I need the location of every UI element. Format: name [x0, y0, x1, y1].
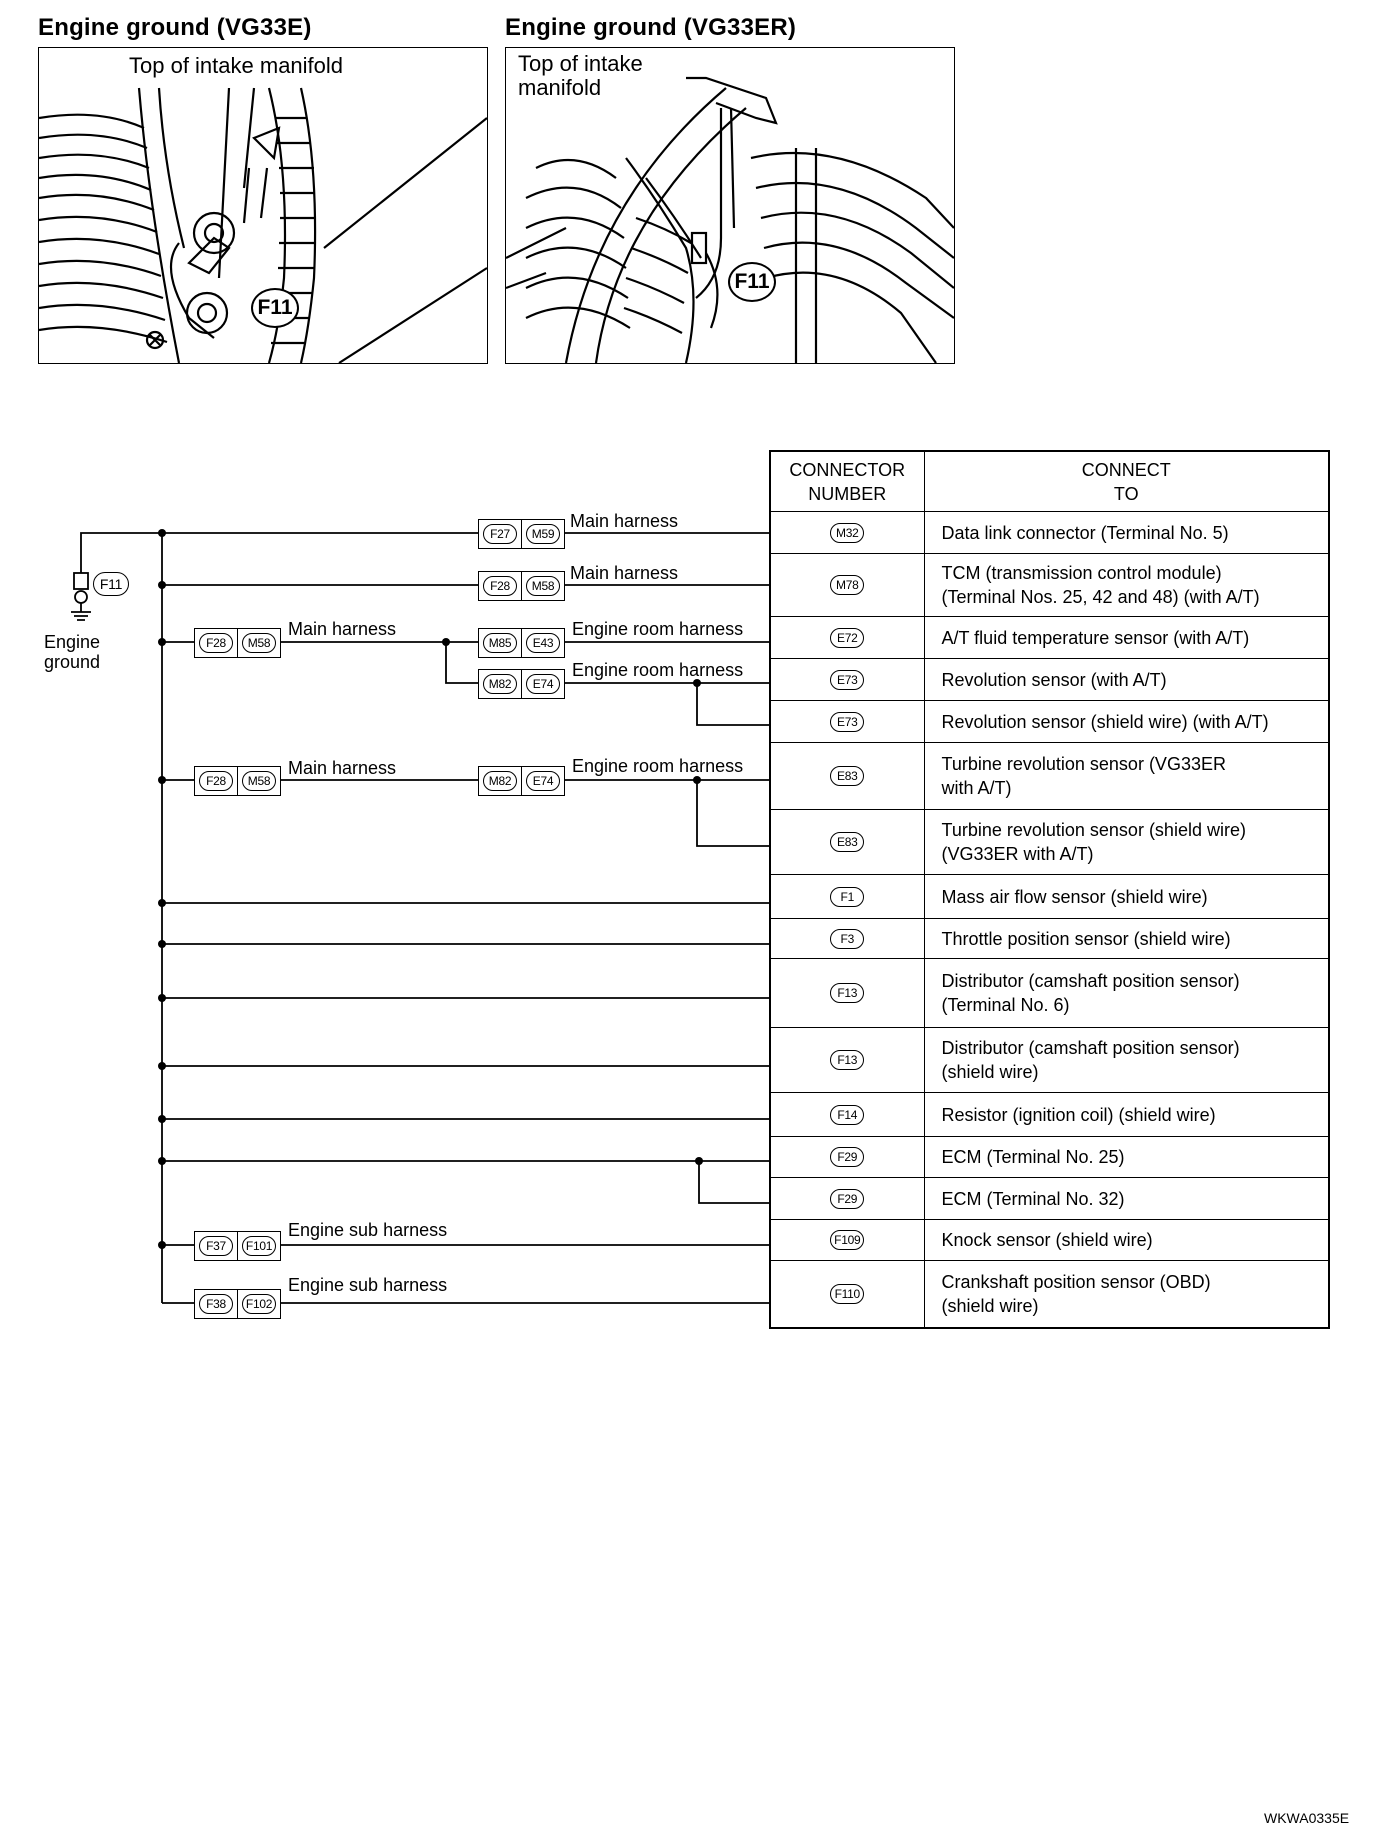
ground-symbol	[71, 573, 91, 620]
connector-pill: E72	[830, 628, 864, 648]
connector-pill: F27	[483, 524, 517, 544]
connect-to-cell: Throttle position sensor (shield wire)	[924, 919, 1329, 959]
table-row	[770, 617, 1329, 659]
inline-connector	[478, 766, 565, 796]
header-connect-to: CONNECT TO	[924, 451, 1329, 512]
inline-connector	[478, 571, 565, 601]
connector-pill: F14	[830, 1105, 864, 1125]
table-row	[770, 919, 1329, 959]
connector-table	[769, 450, 1330, 1329]
connector-pill: F110	[830, 1284, 864, 1304]
connect-to-cell: Distributor (camshaft position sensor) (shield wire)	[924, 1028, 1329, 1093]
callout-f11-vg33e: F11	[251, 288, 299, 328]
inline-connector	[478, 669, 565, 699]
connector-pill: E83	[830, 766, 864, 786]
harness-label: Main harness	[570, 563, 679, 583]
connect-to-cell: Data link connector (Terminal No. 5)	[924, 512, 1329, 554]
connector-pill: M59	[526, 524, 560, 544]
connector-pill: M85	[483, 633, 517, 653]
connect-to-cell: Resistor (ignition coil) (shield wire)	[924, 1093, 1329, 1137]
table-row	[770, 701, 1329, 743]
connector-pill: M32	[830, 523, 864, 543]
connector-pill: F38	[199, 1294, 233, 1314]
photo-title-vg33e: Engine ground (VG33E)	[38, 14, 312, 41]
connector-pill: M58	[526, 576, 560, 596]
table-row	[770, 1261, 1329, 1328]
connector-pill: F101	[242, 1236, 276, 1256]
wires	[81, 533, 769, 1303]
connector-pill: F29	[830, 1189, 864, 1209]
harness-label: Engine room harness	[572, 660, 744, 680]
connect-to-cell: Mass air flow sensor (shield wire)	[924, 875, 1329, 919]
header-connector-number: CONNECTOR NUMBER	[770, 451, 924, 512]
connect-to-cell: Revolution sensor (shield wire) (with A/T)	[924, 701, 1329, 743]
connector-pill: F13	[830, 1050, 864, 1070]
connector-pill: F13	[830, 983, 864, 1003]
inline-connector	[194, 1289, 281, 1319]
harness-label: Main harness	[288, 619, 397, 639]
connector-pill: E43	[526, 633, 560, 653]
table-row	[770, 512, 1329, 554]
callout-f11-vg33er: F11	[728, 262, 776, 302]
connect-to-cell: Distributor (camshaft position sensor) (Terminal No. 6)	[924, 959, 1329, 1028]
table-row	[770, 1220, 1329, 1261]
photo-label-vg33e: Top of intake manifold	[129, 53, 344, 78]
connector-pill: F28	[483, 576, 517, 596]
connect-to-cell: ECM (Terminal No. 25)	[924, 1137, 1329, 1178]
connect-to-cell: A/T fluid temperature sensor (with A/T)	[924, 617, 1329, 659]
connector-pill: M82	[483, 674, 517, 694]
connector-pill: E74	[526, 674, 560, 694]
connector-pill: M82	[483, 771, 517, 791]
table-row	[770, 1178, 1329, 1220]
harness-label: Engine room harness	[572, 756, 744, 776]
connector-pill: M58	[242, 633, 276, 653]
inline-connector	[194, 766, 281, 796]
connector-f11: F11	[93, 572, 129, 596]
connect-to-cell: Knock sensor (shield wire)	[924, 1220, 1329, 1261]
connector-pill: F28	[199, 633, 233, 653]
harness-label: Main harness	[570, 511, 679, 531]
ground-connector	[93, 572, 129, 596]
inline-connector	[478, 628, 565, 658]
connect-to-cell: Crankshaft position sensor (OBD) (shield wire)	[924, 1261, 1329, 1328]
connector-pill: F28	[199, 771, 233, 791]
table-row	[770, 1137, 1329, 1178]
figure-code: WKWA0335E	[1264, 1810, 1350, 1826]
table-row	[770, 1093, 1329, 1137]
photo-title-vg33er: Engine ground (VG33ER)	[505, 14, 797, 41]
inline-connector	[478, 519, 565, 549]
connector-pill: M78	[830, 575, 864, 595]
harness-label: Engine room harness	[572, 619, 744, 639]
connector-pill: E74	[526, 771, 560, 791]
harness-label: Engine sub harness	[288, 1220, 448, 1240]
ground-label: Engine ground	[44, 632, 101, 672]
table-row	[770, 659, 1329, 701]
inline-connector	[194, 628, 281, 658]
connector-pill: F1	[830, 887, 864, 907]
connect-to-cell: Turbine revolution sensor (shield wire) (VG33ER with A/T)	[924, 810, 1329, 875]
table-row	[770, 875, 1329, 919]
table-row	[770, 959, 1329, 1028]
inline-connector	[194, 1231, 281, 1261]
harness-label: Main harness	[288, 758, 397, 778]
connect-to-cell: Revolution sensor (with A/T)	[924, 659, 1329, 701]
photo-label-vg33er: Top of intake manifold	[518, 51, 643, 100]
connector-pill: E83	[830, 832, 864, 852]
table-row	[770, 810, 1329, 875]
connect-to-cell: ECM (Terminal No. 32)	[924, 1178, 1329, 1220]
connector-pill: F102	[242, 1294, 276, 1314]
connector-pill: E73	[830, 712, 864, 732]
connect-to-cell: TCM (transmission control module) (Terminal Nos. 25, 42 and 48) (with A/T)	[924, 554, 1329, 617]
table-row	[770, 1028, 1329, 1093]
connector-pill: F109	[830, 1230, 864, 1250]
table-header	[770, 451, 1329, 512]
connector-pill: F3	[830, 929, 864, 949]
connector-pill: F29	[830, 1147, 864, 1167]
connector-pill: M58	[242, 771, 276, 791]
table-row	[770, 554, 1329, 617]
connect-to-cell: Turbine revolution sensor (VG33ER with A/T)	[924, 743, 1329, 810]
table-row	[770, 743, 1329, 810]
harness-label: Engine sub harness	[288, 1275, 448, 1295]
connector-pill: F37	[199, 1236, 233, 1256]
connector-pill: E73	[830, 670, 864, 690]
